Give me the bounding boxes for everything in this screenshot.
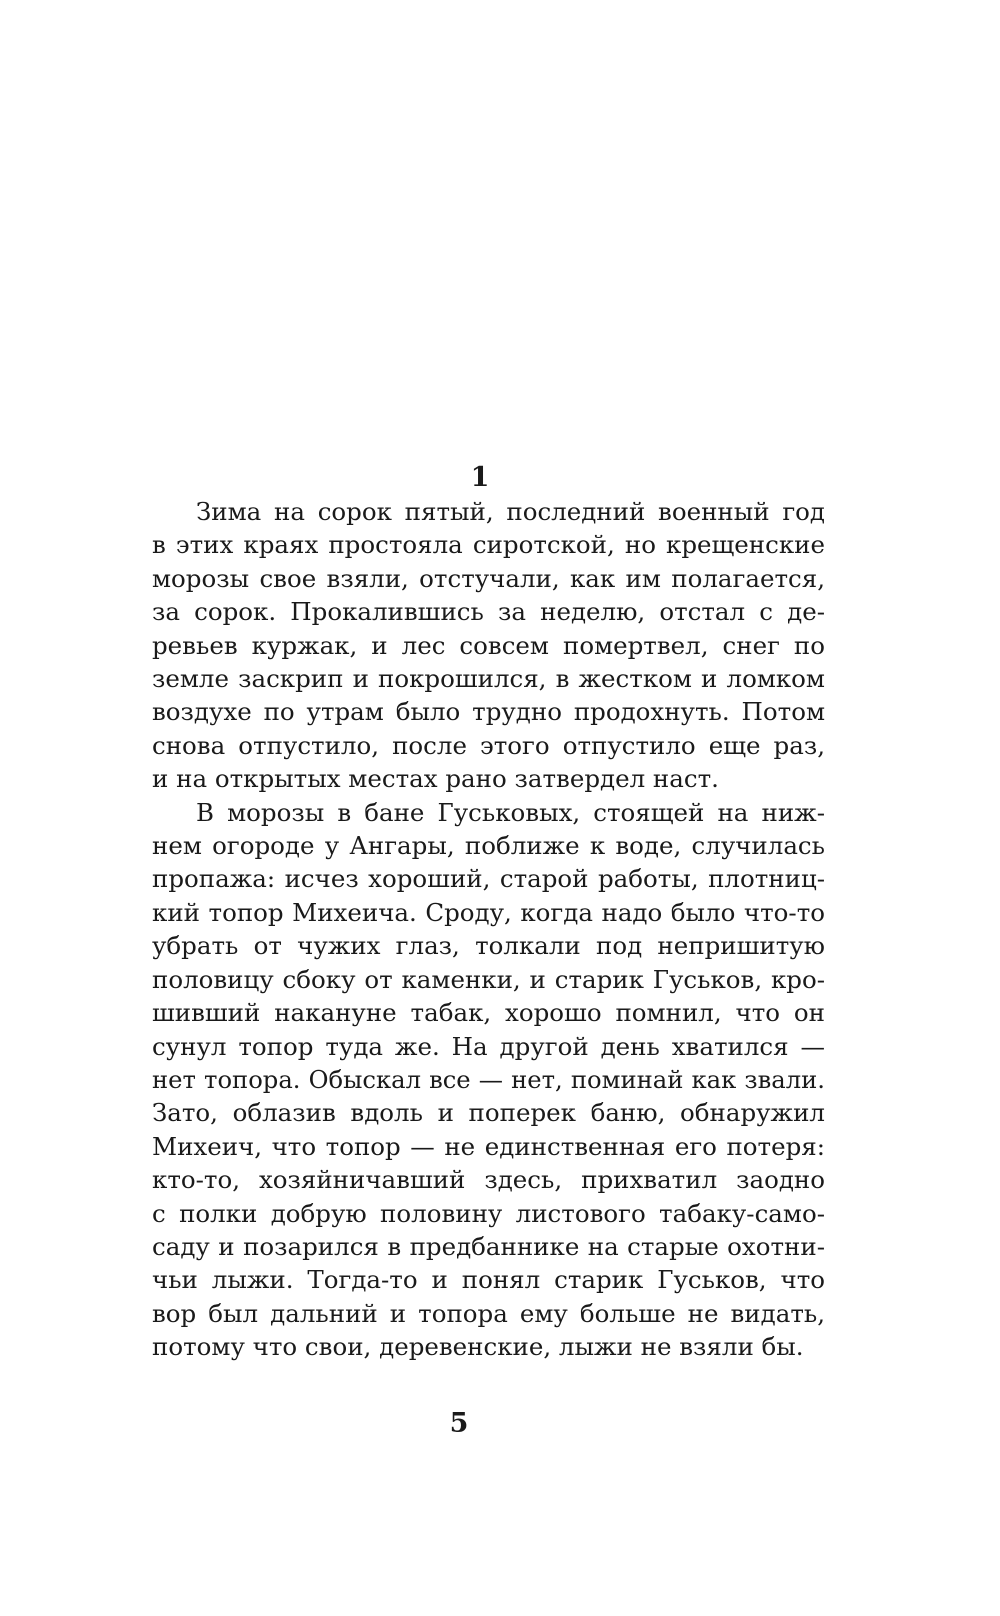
text-line: чьи лыжи. Тогда-то и понял старик Гуськов, что xyxy=(152,1265,825,1295)
paragraph-1 xyxy=(108,495,825,796)
text-line: в этих краях простояла сиротской, но крещенские xyxy=(152,530,825,560)
text-line: В морозы в бане Гуськовых, стоящей на ниж- xyxy=(196,797,825,827)
body-text xyxy=(108,495,825,1364)
text-line: с полки добрую половину листового табаку-само- xyxy=(152,1198,825,1228)
text-line: за сорок. Прокалившись за неделю, отстал с де- xyxy=(152,597,825,627)
text-line: саду и позарился в предбаннике на старые охотни- xyxy=(152,1231,825,1261)
chapter-number: 1 xyxy=(470,462,490,493)
text-line: потому что свои, деревенские, лыжи не взяли бы. xyxy=(152,1332,804,1362)
text-line: половицу сбоку от каменки, и старик Гуськов, кро- xyxy=(152,964,825,994)
text-line: кто-то, хозяйничавший здесь, прихватил заодно xyxy=(152,1165,825,1195)
text-line: нет топора. Обыскал все — нет, поминай как звали. xyxy=(152,1064,825,1094)
text-line: Михеич, что топор — не единственная его потеря: xyxy=(152,1131,825,1161)
text-line: снова отпустило, после этого отпустило еще раз, xyxy=(152,730,825,760)
text-line: морозы свое взяли, отстучали, как им полагается, xyxy=(152,563,825,593)
text-line: ревьев куржак, и лес совсем помертвел, снег по xyxy=(152,630,825,660)
text-line: нем огороде у Ангары, поближе к воде, случилась xyxy=(152,831,825,861)
text-line: земле заскрип и покрошился, в жестком и ломком xyxy=(152,664,825,694)
paragraph-2 xyxy=(108,796,825,1364)
text-line: сунул топор туда же. На другой день хватился — xyxy=(152,1031,825,1061)
text-line: воздухе по утрам было трудно продохнуть. Потом xyxy=(152,697,825,727)
text-line: Зима на сорок пятый, последний военный год xyxy=(196,497,825,526)
text-line: и на открытых местах рано затвердел наст. xyxy=(152,764,719,794)
text-line: пропажа: исчез хороший, старой работы, плотниц- xyxy=(152,864,825,894)
text-line: шивший накануне табак, хорошо помнил, что он xyxy=(152,998,825,1028)
page-number: 5 xyxy=(449,1408,469,1439)
text-line: кий топор Михеича. Сроду, когда надо было что-то xyxy=(152,897,825,927)
text-line: вор был дальний и топора ему больше не видать, xyxy=(152,1298,825,1328)
text-line: убрать от чужих глаз, толкали под непришитую xyxy=(152,931,825,961)
text-line: Зато, облазив вдоль и поперек баню, обнаружил xyxy=(152,1098,825,1128)
